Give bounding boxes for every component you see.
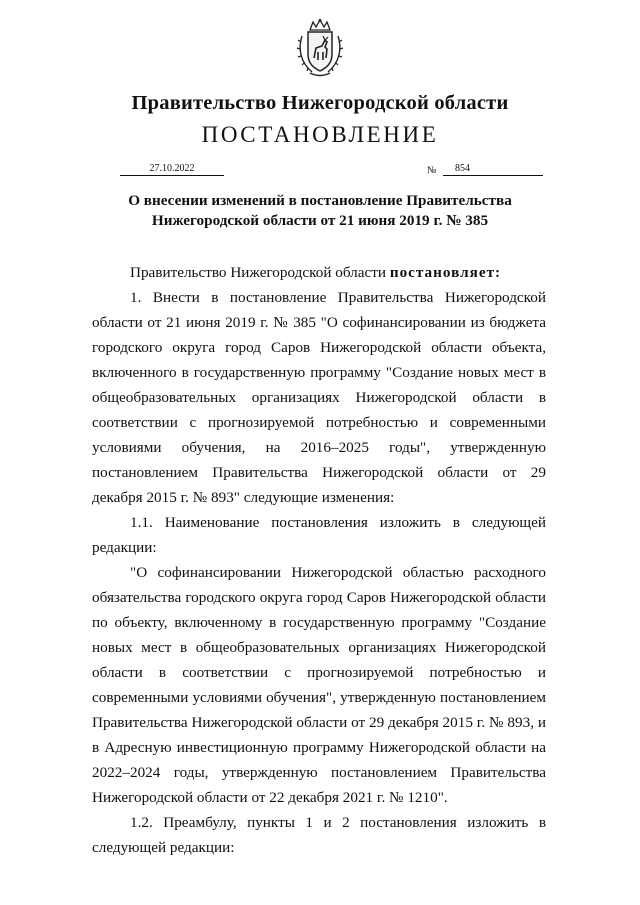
government-title: Правительство Нижегородской области xyxy=(131,92,509,114)
paragraph-1: 1. Внести в постановление Правительства Нижегородской области от 21 июня 2019 г. № 385 "О софинансировании из бюджета городского округа город Саров Нижегородской области объекта, включенного в государственную программу "Создание новых мест в общеобразовательных организациях Нижегородской области в соответствии с прогнозируемой потребностью и современными условиями обучения, на 2016–2025 годы", утвержденную постановлением Правительства Нижегородской области от 29 декабря 2015 г. № 893" следующие изменения: xyxy=(92,289,546,506)
document-body xyxy=(92,260,546,860)
document-type: ПОСТАНОВЛЕНИЕ xyxy=(201,122,439,147)
decree-word: постановляет: xyxy=(389,264,502,281)
document-subject xyxy=(120,191,520,231)
intro-text: Правительство Нижегородской области xyxy=(130,264,390,281)
coat-of-arms-emblem xyxy=(296,18,344,78)
paragraph-quote: "О софинансировании Нижегородской областью расходного обязательства городского округа город Саров Нижегородской области по объекту, включенному в государственную программу "Создание новых мест в общеобразовательных организациях Нижегородской области в соответствии с прогнозируемой потребностью и современными условиями обучения", утвержденную постановлением Правительства Нижегородской области от 29 декабря 2015 г. № 893, и в Адресную инвестиционную программу Нижегородской области на 2022–2024 годы, утвержденную постановлением Правительства Нижегородской области от 22 декабря 2021 г. № 1210". xyxy=(92,564,546,806)
paragraph-1-1: 1.1. Наименование постановления изложить в следующей редакции: xyxy=(92,514,546,556)
document-date: 27.10.2022 xyxy=(120,163,224,176)
document-number xyxy=(443,163,543,176)
subject-line-2: Нижегородской области от 21 июня 2019 г. № 385 xyxy=(151,212,489,229)
subject-line-1: О внесении изменений в постановление Правительства xyxy=(128,192,512,209)
paragraph-1-2: 1.2. Преамбулу, пункты 1 и 2 постановления изложить в следующей редакции: xyxy=(92,814,546,856)
number-sign: № xyxy=(427,165,437,176)
document-number-value: 854 xyxy=(455,163,470,174)
intro-paragraph xyxy=(92,260,546,285)
